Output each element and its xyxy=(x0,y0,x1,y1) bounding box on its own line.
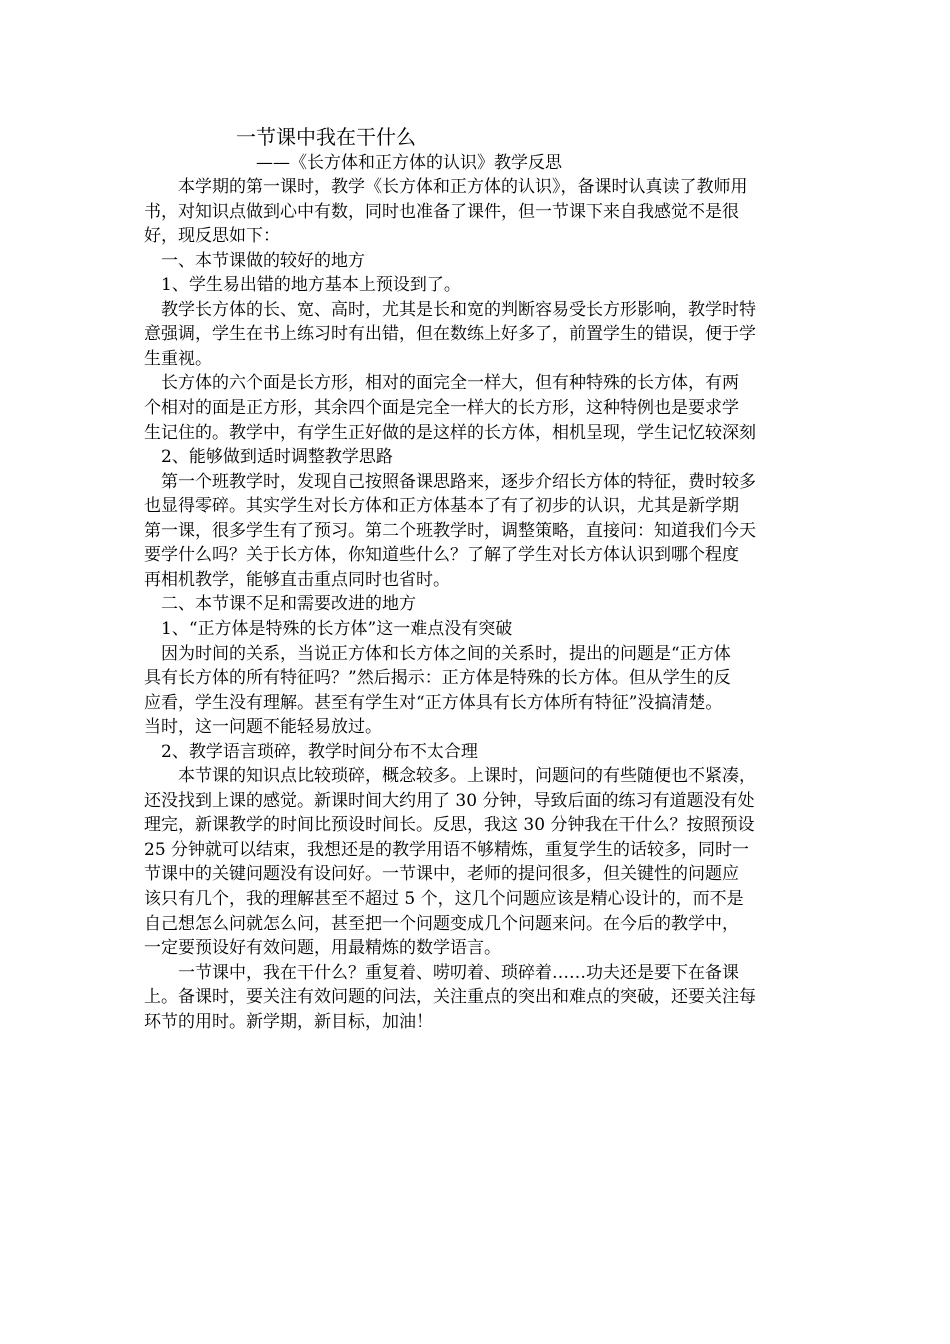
body-text-line: 上。备课时，要关注有效问题的问法，关注重点的突出和难点的突破，还要关注每 xyxy=(144,987,756,1008)
body-text-line: 1、“正方体是特殊的长方体”这一难点没有突破 xyxy=(144,618,513,639)
body-text-line: 个相对的面是正方形，其余四个面是完全一样大的长方形，这种特例也是要求学 xyxy=(144,398,739,418)
body-text-line: 长方体的六个面是长方形，相对的面完全一样大，但有种特殊的长方体，有两 xyxy=(144,373,739,394)
body-text-line: 本学期的第一课时，教学《长方体和正方体的认识》，备课时认真读了教师用 xyxy=(144,177,748,197)
body-text-line: 教学长方体的长、宽、高时，尤其是长和宽的判断容易受长方形影响，教学时特 xyxy=(144,299,756,320)
body-text-line: 好，现反思如下： xyxy=(144,226,280,247)
body-text-line: 二、本节课不足和需要改进的地方 xyxy=(144,594,416,615)
body-text-line: 第一课，很多学生有了预习。第二个班教学时，调整策略，直接问：知道我们今天 xyxy=(144,520,756,541)
body-text-line: 要学什么吗？关于长方体，你知道些什么？了解了学生对长方体认识到哪个程度 xyxy=(144,545,739,566)
body-text-line: 一定要预设好有效问题，用最精炼的数学语言。 xyxy=(144,938,501,959)
body-text-line: 一节课中，我在干什么？重复着、唠叨着、琐碎着……功夫还是要下在备课 xyxy=(144,962,739,983)
body-text-line: 一、本节课做的较好的地方 xyxy=(144,250,365,271)
body-text-line: 25 分钟就可以结束，我想还是的教学用语不够精炼，重复学生的话较多，同时一 xyxy=(144,839,750,860)
body-text-line: 生记住的。教学中，有学生正好做的是这样的长方体，相机呈现，学生记忆较深刻 xyxy=(144,422,756,443)
document-subtitle: ——《长方体和正方体的认识》教学反思 xyxy=(256,153,562,173)
body-text-line: 生重视。 xyxy=(144,348,212,369)
body-text-line: 再相机教学，能够直击重点同时也省时。 xyxy=(144,569,450,590)
body-text-line: 该只有几个，我的理解甚至不超过 5 个，这几个问题应该是精心设计的，而不是 xyxy=(144,889,744,909)
body-text-line: 自己想怎么问就怎么问，甚至把一个问题变成几个问题来问。在今后的教学中， xyxy=(144,913,739,934)
body-text-line: 节课中的关键问题没有设问好。一节课中，老师的提问很多，但关键性的问题应 xyxy=(144,864,739,885)
body-text-line: 2、教学语言琐碎，教学时间分布不太合理 xyxy=(144,741,478,762)
document-title: 一节课中我在干什么 xyxy=(236,125,416,149)
body-text-line: 2、能够做到适时调整教学思路 xyxy=(144,447,393,468)
body-text-line: 具有长方体的所有特征吗？”然后揭示：正方体是特殊的长方体。但从学生的反 xyxy=(144,668,731,688)
body-text-line: 当时，这一问题不能轻易放过。 xyxy=(144,717,382,738)
body-text-line: 因为时间的关系，当说正方体和长方体之间的关系时，提出的问题是“正方体 xyxy=(144,643,731,664)
body-text-line: 环节的用时。新学期，新目标，加油！ xyxy=(144,1011,433,1032)
body-text-line: 书，对知识点做到心中有数，同时也准备了课件，但一节课下来自我感觉不是很 xyxy=(144,201,739,222)
body-text-line: 第一个班教学时，发现自己按照备课思路来，逐步介绍长方体的特征，费时较多 xyxy=(144,471,756,492)
body-text-line: 理完，新课教学的时间比预设时间长。反思，我这 30 分钟我在干什么？按照预设 xyxy=(144,815,755,836)
body-text-line: 本节课的知识点比较琐碎，概念较多。上课时，问题问的有些随便也不紧凑， xyxy=(144,766,756,787)
body-text-line: 应看，学生没有理解。甚至有学生对“正方体具有长方体所有特征”没搞清楚。 xyxy=(144,692,723,713)
body-text-line: 意强调，学生在书上练习时有出错，但在数练上好多了，前置学生的错误，便于学 xyxy=(144,324,756,345)
body-text-line: 还没找到上课的感觉。新课时间大约用了 30 分钟，导致后面的练习有道题没有处 xyxy=(144,790,755,811)
body-text-line: 1、学生易出错的地方基本上预设到了。 xyxy=(144,275,461,296)
body-text-line: 也显得零碎。其实学生对长方体和正方体基本了有了初步的认识，尤其是新学期 xyxy=(144,496,739,517)
